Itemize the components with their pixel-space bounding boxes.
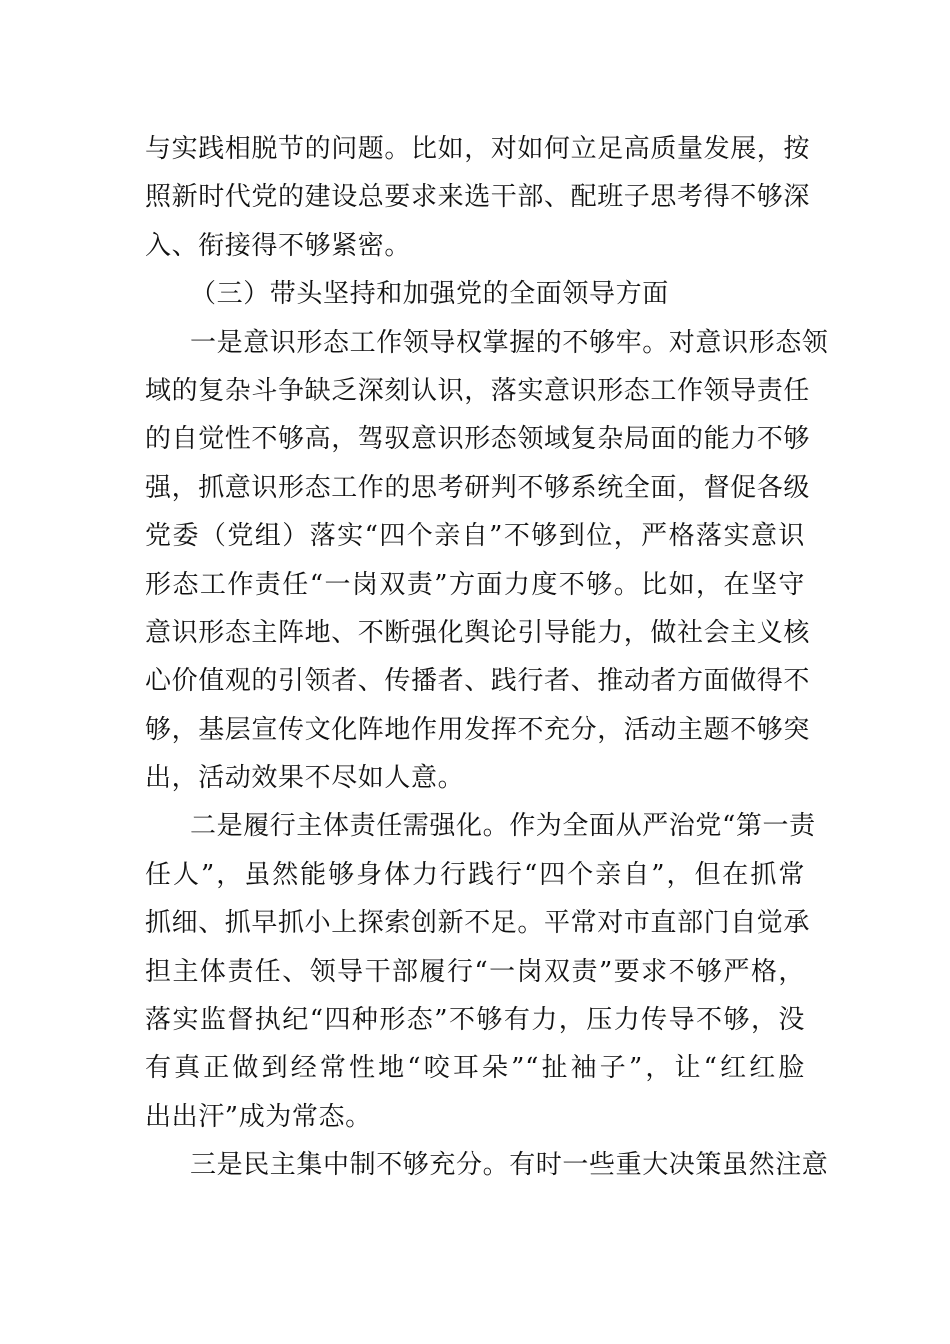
document-body [145,125,829,1190]
body-line: 入、衔接得不够紧密。 [145,230,412,261]
body-line: 抓细、抓早抓小上探索创新不足。平常对市直部门自觉承 [145,908,811,939]
paragraph-first-line: 三是民主集中制不够充分。有时一些重大决策虽然注意 [190,1150,829,1181]
body-line: 够，基层宣传文化阵地作用发挥不充分，活动主题不够突 [145,714,811,745]
body-line: 出出汗”成为常态。 [145,1101,372,1132]
body-line: 担主体责任、领导干部履行“一岗双责”要求不够严格， [145,956,805,987]
body-line: 有真正做到经常性地“咬耳朵”“扯袖子”，让“红红脸 [145,1053,805,1084]
body-line: 心价值观的引领者、传播者、践行者、推动者方面做得不 [145,666,811,697]
body-line: 任人”，虽然能够身体力行践行“四个亲自”，但在抓常 [145,859,805,890]
paragraph-first-line: 一是意识形态工作领导权掌握的不够牢。对意识形态领 [190,327,829,358]
body-line: 落实监督执纪“四种形态”不够有力，压力传导不够，没 [145,1005,805,1036]
body-line: 照新时代党的建设总要求来选干部、配班子思考得不够深 [145,182,811,213]
body-line: 的自觉性不够高，驾驭意识形态领域复杂局面的能力不够 [145,424,811,455]
section-heading: （三）带头坚持和加强党的全面领导方面 [190,279,669,310]
body-line: 党委（党组）落实“四个亲自”不够到位，严格落实意识 [145,521,805,552]
body-line: 与实践相脱节的问题。比如，对如何立足高质量发展，按 [145,134,811,164]
paragraph-first-line: 二是履行主体责任需强化。作为全面从严治党“第一责 [190,811,816,842]
body-line: 形态工作责任“一岗双责”方面力度不够。比如，在坚守 [145,569,805,600]
body-line: 强，抓意识形态工作的思考研判不够系统全面，督促各级 [145,472,811,503]
body-line: 出，活动效果不尽如人意。 [145,763,465,794]
body-line: 域的复杂斗争缺乏深刻认识，落实意识形态工作领导责任 [145,375,811,406]
body-line: 意识形态主阵地、不断强化舆论引导能力，做社会主义核 [145,617,811,648]
